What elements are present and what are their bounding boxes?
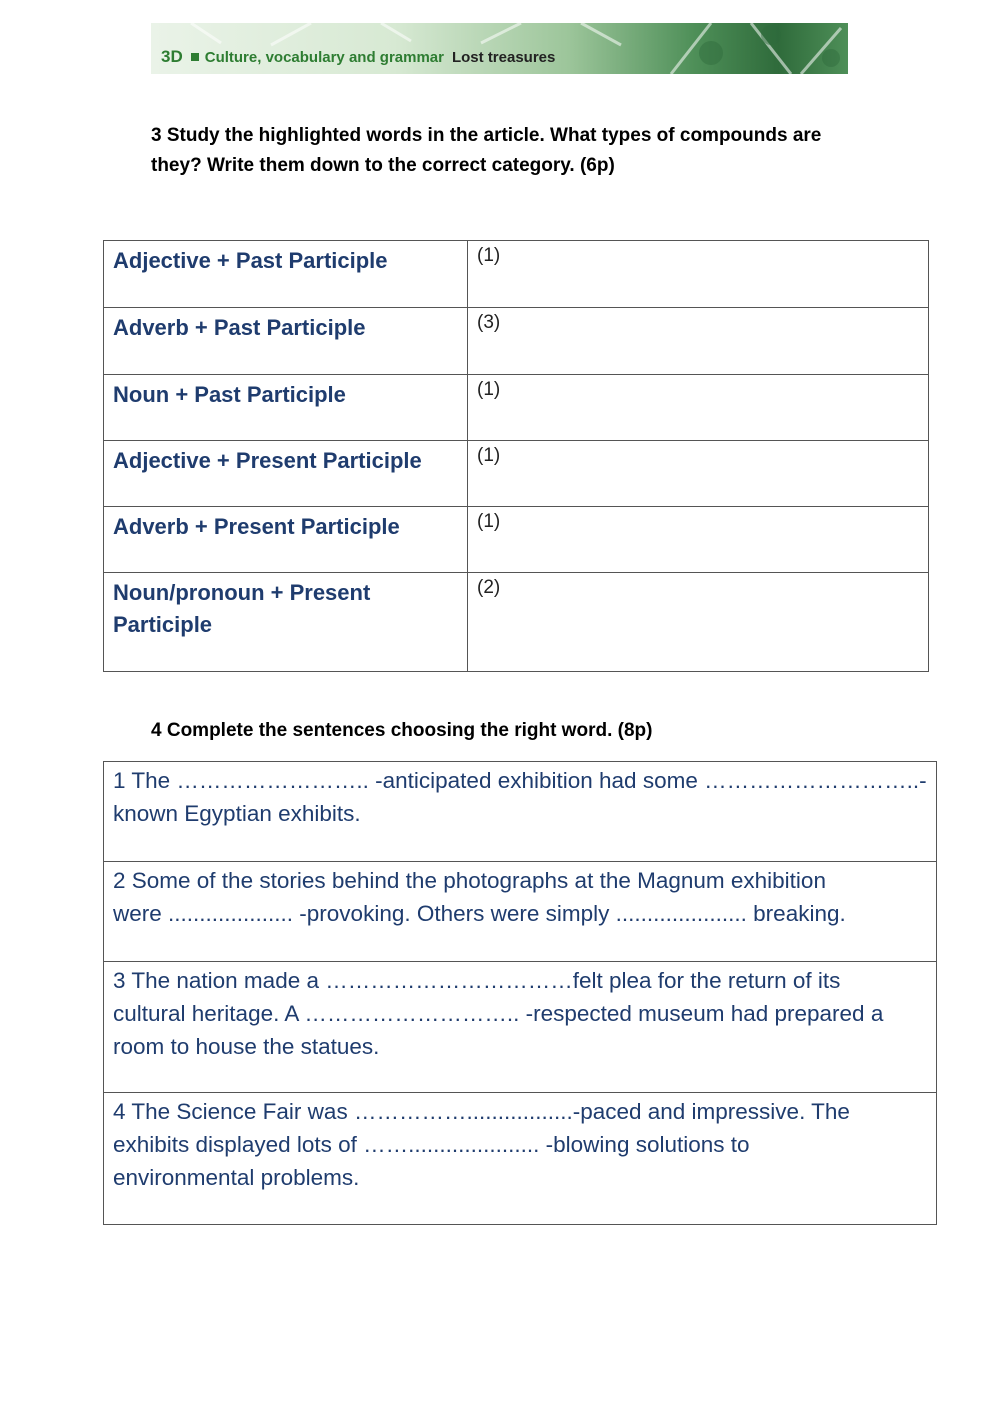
exercise3-instruction bbox=[151, 121, 911, 181]
category-label: Adverb + Past Participle bbox=[104, 308, 468, 375]
table-row bbox=[104, 507, 929, 573]
answer-cell[interactable]: (1) bbox=[468, 507, 929, 573]
unit-code: 3D bbox=[161, 47, 183, 66]
square-bullet-icon bbox=[191, 53, 199, 61]
sentence-line: 3 The nation made a ……………………………felt plea for the return of its bbox=[113, 968, 841, 993]
table-row bbox=[104, 375, 929, 441]
table-row bbox=[104, 762, 937, 862]
topic-name: Lost treasures bbox=[451, 49, 556, 66]
answer-cell[interactable]: (1) bbox=[468, 441, 929, 507]
header-banner bbox=[151, 23, 848, 74]
exercise4-instruction: 4 Complete the sentences choosing the right word. (8p) bbox=[151, 720, 653, 741]
sentence-line: cultural heritage. A ……………………….. -respected museum had prepared a bbox=[113, 1001, 884, 1026]
answer-cell[interactable]: (1) bbox=[468, 375, 929, 441]
sentence-line: 4 The Science Fair was …………….................-paced and impressive. The bbox=[113, 1099, 850, 1124]
sentence-line: 1 The …………………….. -anticipated exhibition had some ………………………..- bbox=[113, 768, 927, 793]
answer-cell[interactable]: (2) bbox=[468, 573, 929, 672]
sentences-table bbox=[103, 761, 937, 1225]
category-label: Adjective + Past Participle bbox=[104, 241, 468, 308]
sentence-cell[interactable] bbox=[104, 962, 937, 1093]
sentence-cell[interactable] bbox=[104, 762, 937, 862]
header-title bbox=[161, 47, 555, 67]
sentence-line: were .................... -provoking. Others were simply ..................... breaking. bbox=[113, 901, 846, 926]
sentence-cell[interactable] bbox=[104, 1093, 937, 1225]
table-row bbox=[104, 862, 937, 962]
table-row bbox=[104, 241, 929, 308]
table-row bbox=[104, 308, 929, 375]
sentence-line: exhibits displayed lots of ……..................... -blowing solutions to bbox=[113, 1132, 750, 1157]
table-row bbox=[104, 573, 929, 672]
compound-categories-table bbox=[103, 240, 929, 672]
table-row bbox=[104, 962, 937, 1093]
category-label: Adverb + Present Participle bbox=[104, 507, 468, 573]
answer-cell[interactable]: (1) bbox=[468, 241, 929, 308]
category-label: Adjective + Present Participle bbox=[104, 441, 468, 507]
answer-cell[interactable]: (3) bbox=[468, 308, 929, 375]
sentence-cell[interactable] bbox=[104, 862, 937, 962]
table-row bbox=[104, 441, 929, 507]
sentence-line: 2 Some of the stories behind the photographs at the Magnum exhibition bbox=[113, 868, 826, 893]
sentence-line: known Egyptian exhibits. bbox=[113, 801, 361, 826]
exercise3-instruction-line1: 3 Study the highlighted words in the article. What types of compounds are bbox=[151, 125, 822, 146]
table-row bbox=[104, 1093, 937, 1225]
category-label: Noun + Past Participle bbox=[104, 375, 468, 441]
sentence-line: environmental problems. bbox=[113, 1165, 360, 1190]
sentence-line: room to house the statues. bbox=[113, 1034, 380, 1059]
exercise3-instruction-line2: they? Write them down to the correct category. (6p) bbox=[151, 155, 615, 176]
category-label: Noun/pronoun + Present Participle bbox=[104, 573, 468, 672]
section-name: Culture, vocabulary and grammar bbox=[204, 49, 444, 66]
